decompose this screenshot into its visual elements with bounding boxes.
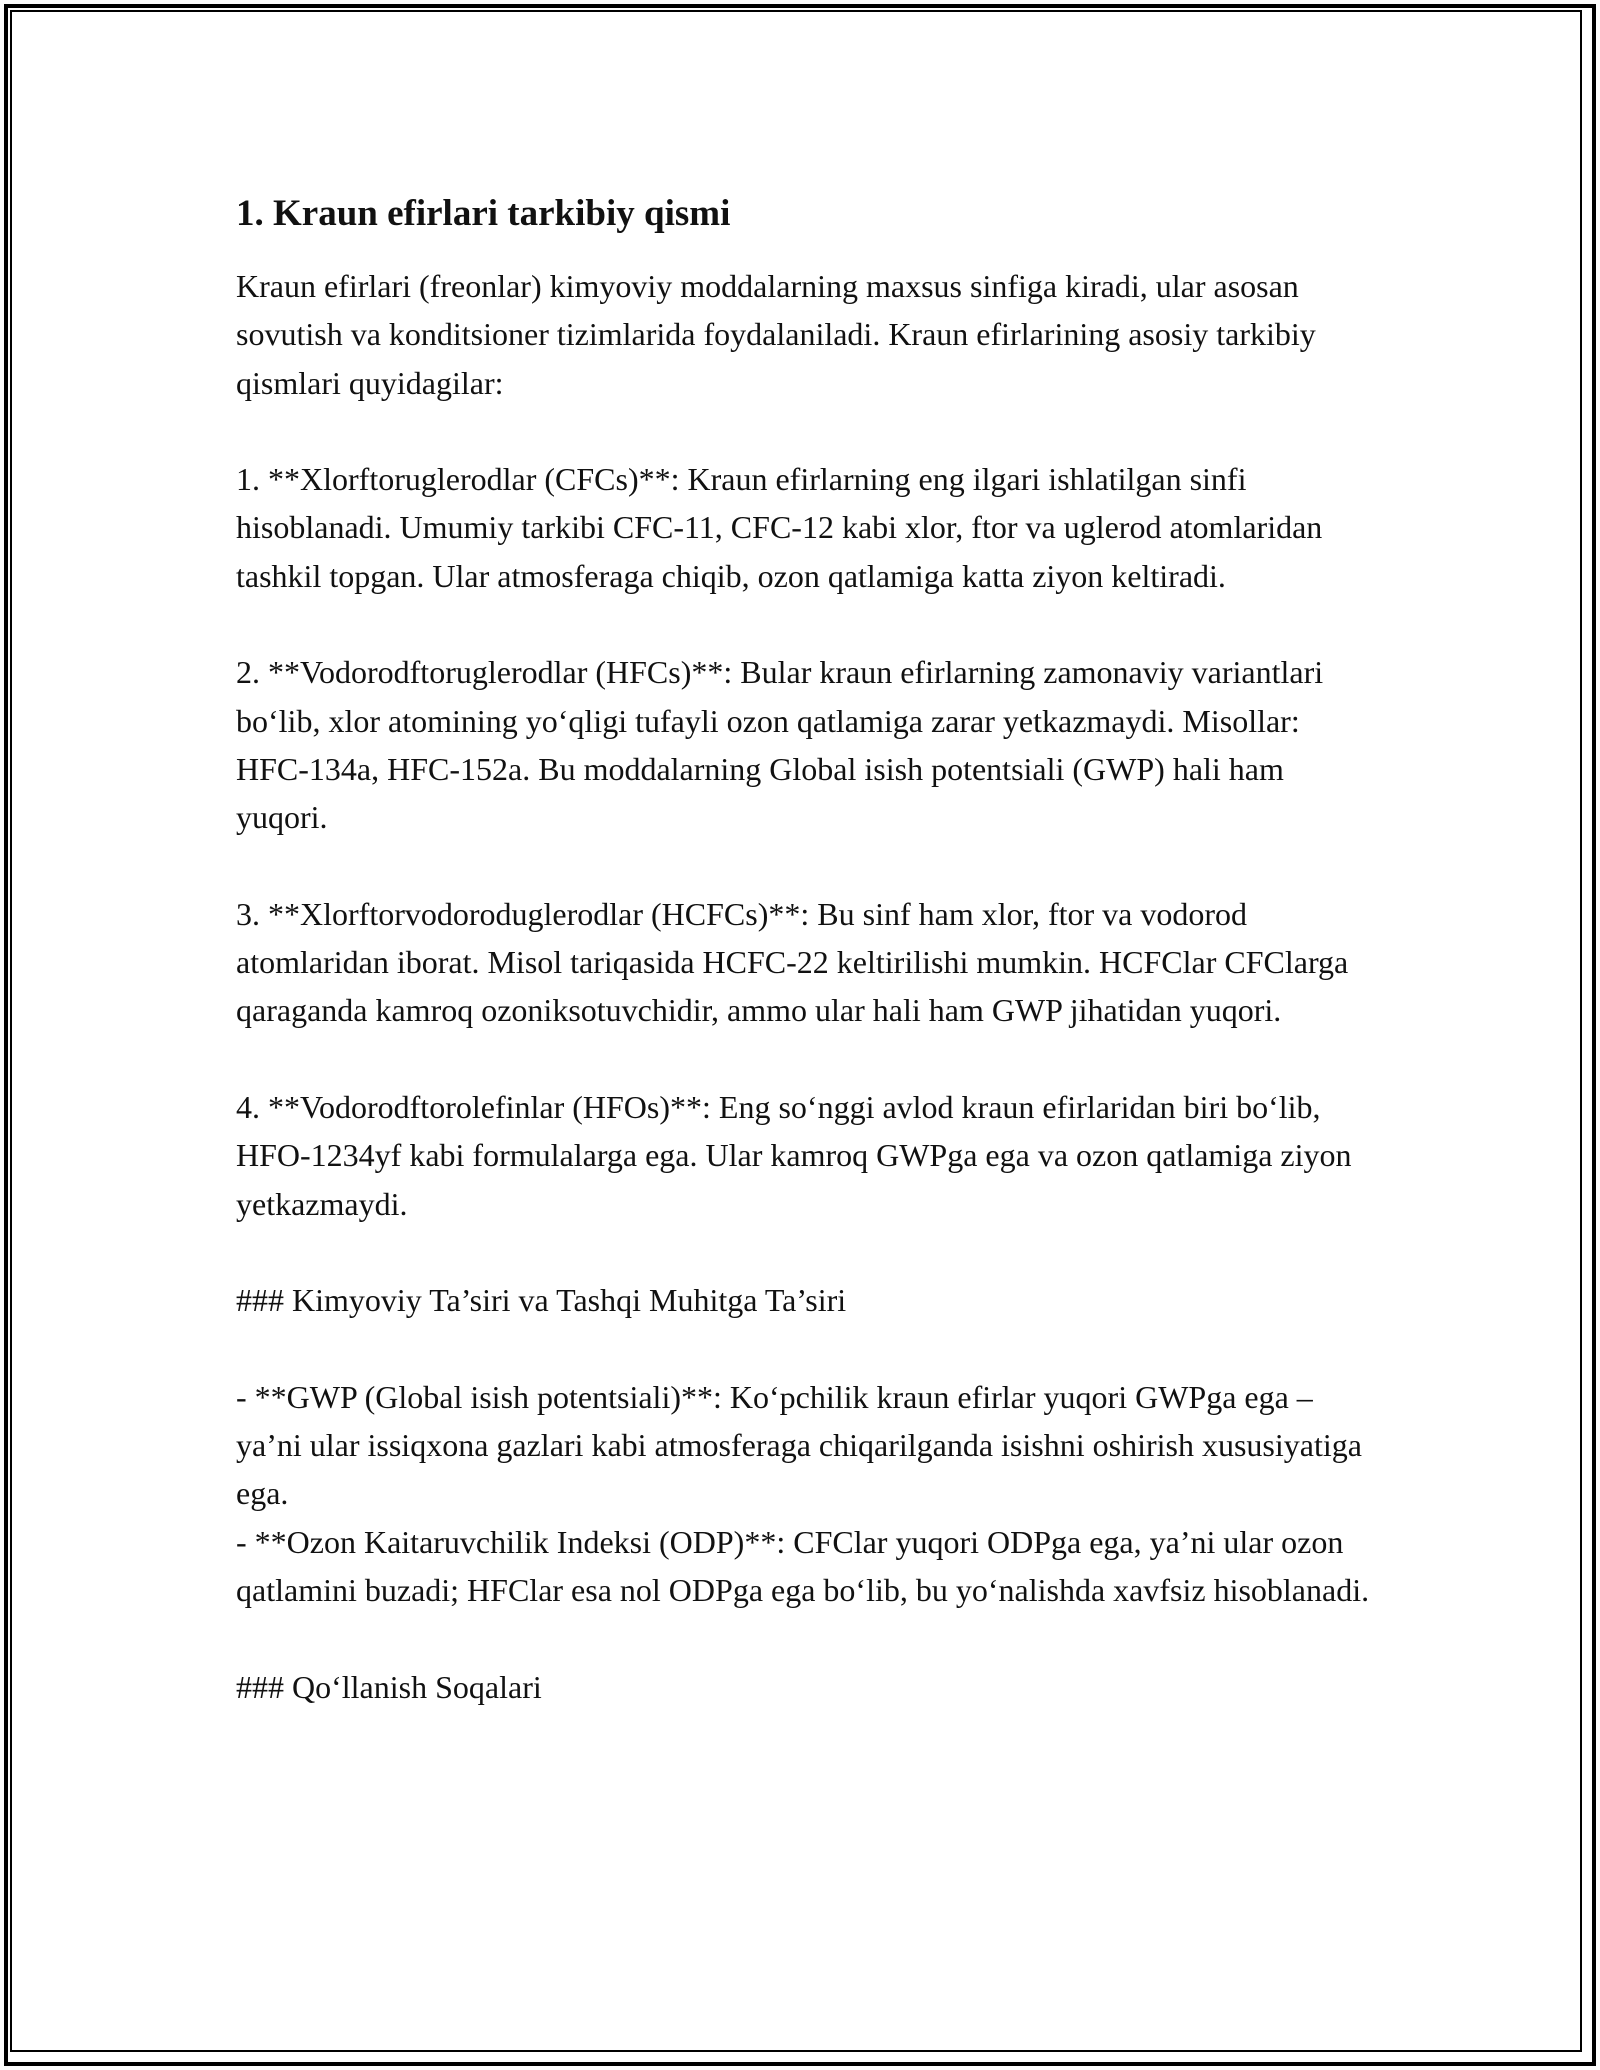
bullet-odp: - **Ozon Kaitaruvchilik Indeksi (ODP)**: CFClar yuqori ODPga ega, ya’ni ular ozon qatlamini buzadi; HFClar esa nol ODPga ega bo‘lib, bu yo‘nalishda xavfsiz hisoblanadi. bbox=[236, 1523, 1370, 1609]
section-heading-chemical-impact: ### Kimyoviy Ta’siri va Tashqi Muhitga Ta’siri bbox=[236, 1282, 847, 1319]
list-item-hcfc: 3. **Xlorftorvodoroduglerodlar (HCFCs)**: Bu sinf ham xlor, ftor va vodorod atomlaridan iborat. Misol tariqasida HCFC-22 keltirilishi mumkin. HCFClar CFClarga qaraganda kamroq ozoniksotuvchidir, ammo ular hali ham GWP jihatidan yuqori. bbox=[236, 895, 1357, 1029]
bullet-gwp: - **GWP (Global isish potentsiali)**: Ko‘pchilik kraun efirlar yuqori GWPga ega – ya’ni ular issiqxona gazlari kabi atmosferaga chiqarilganda isishni oshirish xususiyatiga ega. bbox=[236, 1378, 1370, 1512]
list-item-hfo: 4. **Vodorodftorolefinlar (HFOs)**: Eng so‘nggi avlod kraun efirlaridan biri bo‘lib, HFO-1234yf kabi formulalarga ega. Ular kamroq GWPga ega va ozon qatlamiga ziyon yetkazmaydi. bbox=[236, 1089, 1360, 1222]
section-heading-applications: ### Qo‘llanish Soqalari bbox=[236, 1668, 542, 1705]
list-item-hfc: 2. **Vodorodftoruglerodlar (HFCs)**: Bular kraun efirlarning zamonaviy variantlari bo‘lib, xlor atomining yo‘qligi tufayli ozon qatlamiga zarar yetkazmaydi. Misollar: HFC-134a, HFC-152a. Bu moddalarning Global isish potentsiali (GWP) hali ham yuqori. bbox=[236, 654, 1332, 836]
list-item-cfc: 1. **Xlorftoruglerodlar (CFCs)**: Kraun efirlarning eng ilgari ishlatilgan sinfi hisoblanadi. Umumiy tarkibi CFC-11, CFC-12 kabi xlor, ftor va uglerod atomlaridan tashkil topgan. Ular atmosferaga chiqib, ozon qatlamiga katta ziyon keltiradi. bbox=[236, 461, 1331, 594]
document-body bbox=[236, 183, 1376, 1759]
document-title: 1. Kraun efirlari tarkibiy qismi bbox=[236, 193, 731, 234]
intro-paragraph: Kraun efirlari (freonlar) kimyoviy moddalarning maxsus sinfiga kiradi, ular asosan sovutish va konditsioner tizimlarida foydalaniladi. Kraun efirlarining asosiy tarkibiy qismlari quyidagilar: bbox=[236, 268, 1324, 401]
